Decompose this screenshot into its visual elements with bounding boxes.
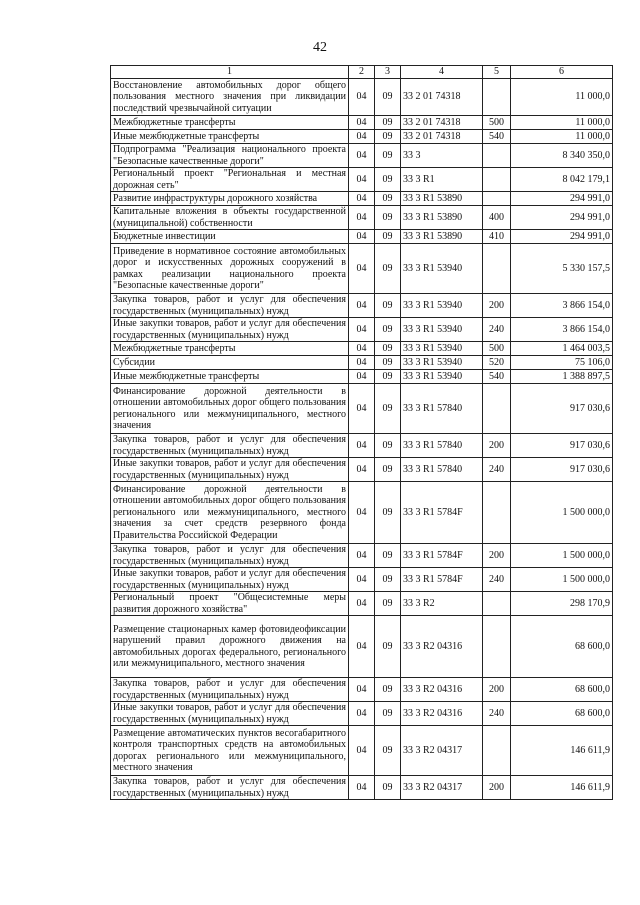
subsection-code: 09: [375, 206, 401, 230]
table-row: [111, 230, 613, 244]
table-row: [111, 434, 613, 458]
subsection-code: 09: [375, 458, 401, 482]
section-code: 04: [349, 294, 375, 318]
row-description: Финансирование дорожной деятельности в отношении автомобильных дорог общего пользования регионального или межмуниципального, местного значения за счет средств резервного фонда Правительства Российской Федерации: [111, 482, 349, 544]
expense-type-code: 200: [483, 294, 511, 318]
column-number: 1: [111, 66, 349, 79]
section-code: 04: [349, 356, 375, 370]
target-article-code: 33 3 R1 5784F: [401, 544, 483, 568]
row-description: Иные закупки товаров, работ и услуг для обеспечения государственных (муниципальных) нужд: [111, 568, 349, 592]
amount: 146 611,9: [511, 726, 613, 776]
amount: 917 030,6: [511, 458, 613, 482]
subsection-code: 09: [375, 318, 401, 342]
row-description: Субсидии: [111, 356, 349, 370]
table-row: [111, 370, 613, 384]
target-article-code: 33 2 01 74318: [401, 79, 483, 116]
section-code: 04: [349, 192, 375, 206]
expense-type-code: 200: [483, 544, 511, 568]
row-description: Развитие инфраструктуры дорожного хозяйства: [111, 192, 349, 206]
amount: 8 340 350,0: [511, 144, 613, 168]
target-article-code: 33 3 R1 53890: [401, 192, 483, 206]
budget-table-body: [111, 66, 613, 800]
target-article-code: 33 3 R2: [401, 592, 483, 616]
table-row: [111, 482, 613, 544]
row-description: Иные закупки товаров, работ и услуг для обеспечения государственных (муниципальных) нужд: [111, 318, 349, 342]
section-code: 04: [349, 702, 375, 726]
subsection-code: 09: [375, 482, 401, 544]
amount: 11 000,0: [511, 79, 613, 116]
expense-type-code: 200: [483, 434, 511, 458]
target-article-code: 33 3 R1 57840: [401, 458, 483, 482]
target-article-code: 33 3 R2 04317: [401, 776, 483, 800]
expense-type-code: 200: [483, 776, 511, 800]
subsection-code: 09: [375, 244, 401, 294]
section-code: 04: [349, 384, 375, 434]
table-row: [111, 192, 613, 206]
table-row: [111, 130, 613, 144]
subsection-code: 09: [375, 678, 401, 702]
column-number: 5: [483, 66, 511, 79]
table-row: [111, 318, 613, 342]
section-code: 04: [349, 678, 375, 702]
expense-type-code: 500: [483, 116, 511, 130]
amount: 3 866 154,0: [511, 318, 613, 342]
table-row: [111, 458, 613, 482]
column-number-row: [111, 66, 613, 79]
subsection-code: 09: [375, 544, 401, 568]
row-description: Приведение в нормативное состояние автомобильных дорог и искусственных дорожных сооружений в рамках реализации национального проекта "Безопасные качественные дороги": [111, 244, 349, 294]
expense-type-code: 240: [483, 702, 511, 726]
subsection-code: 09: [375, 384, 401, 434]
section-code: 04: [349, 544, 375, 568]
row-description: Иные закупки товаров, работ и услуг для обеспечения государственных (муниципальных) нужд: [111, 458, 349, 482]
amount: 8 042 179,1: [511, 168, 613, 192]
table-row: [111, 206, 613, 230]
section-code: 04: [349, 458, 375, 482]
section-code: 04: [349, 568, 375, 592]
target-article-code: 33 2 01 74318: [401, 116, 483, 130]
amount: 11 000,0: [511, 116, 613, 130]
section-code: 04: [349, 482, 375, 544]
table-row: [111, 544, 613, 568]
table-row: [111, 244, 613, 294]
row-description: Закупка товаров, работ и услуг для обеспечения государственных (муниципальных) нужд: [111, 294, 349, 318]
row-description: Межбюджетные трансферты: [111, 342, 349, 356]
section-code: 04: [349, 144, 375, 168]
subsection-code: 09: [375, 116, 401, 130]
target-article-code: 33 3 R1 53890: [401, 206, 483, 230]
target-article-code: 33 2 01 74318: [401, 130, 483, 144]
amount: 11 000,0: [511, 130, 613, 144]
section-code: 04: [349, 206, 375, 230]
target-article-code: 33 3 R2 04317: [401, 726, 483, 776]
section-code: 04: [349, 616, 375, 678]
amount: 294 991,0: [511, 206, 613, 230]
subsection-code: 09: [375, 592, 401, 616]
section-code: 04: [349, 370, 375, 384]
expense-type-code: [483, 726, 511, 776]
amount: 1 500 000,0: [511, 482, 613, 544]
target-article-code: 33 3 R1 53940: [401, 370, 483, 384]
table-row: [111, 726, 613, 776]
row-description: Региональный проект "Общесистемные меры развития дорожного хозяйства": [111, 592, 349, 616]
table-row: [111, 144, 613, 168]
row-description: Межбюджетные трансферты: [111, 116, 349, 130]
row-description: Восстановление автомобильных дорог общего пользования местного значения при ликвидации последствий чрезвычайной ситуации: [111, 79, 349, 116]
row-description: Подпрограмма "Реализация национального проекта "Безопасные качественные дороги": [111, 144, 349, 168]
table-row: [111, 616, 613, 678]
expense-type-code: [483, 244, 511, 294]
expense-type-code: 240: [483, 318, 511, 342]
target-article-code: 33 3 R1 53940: [401, 294, 483, 318]
target-article-code: 33 3 R1 53940: [401, 244, 483, 294]
amount: 917 030,6: [511, 384, 613, 434]
expense-type-code: 240: [483, 458, 511, 482]
target-article-code: 33 3 R2 04316: [401, 702, 483, 726]
subsection-code: 09: [375, 370, 401, 384]
table-row: [111, 678, 613, 702]
amount: 1 500 000,0: [511, 544, 613, 568]
subsection-code: 09: [375, 702, 401, 726]
amount: 146 611,9: [511, 776, 613, 800]
target-article-code: 33 3 R1 53940: [401, 318, 483, 342]
target-article-code: 33 3 R2 04316: [401, 678, 483, 702]
section-code: 04: [349, 130, 375, 144]
amount: 294 991,0: [511, 192, 613, 206]
subsection-code: 09: [375, 726, 401, 776]
amount: 68 600,0: [511, 702, 613, 726]
expense-type-code: 240: [483, 568, 511, 592]
target-article-code: 33 3 R1: [401, 168, 483, 192]
row-description: Региональный проект "Региональная и местная дорожная сеть": [111, 168, 349, 192]
amount: 1 500 000,0: [511, 568, 613, 592]
section-code: 04: [349, 116, 375, 130]
row-description: Капитальные вложения в объекты государственной (муниципальной) собственности: [111, 206, 349, 230]
expense-type-code: [483, 592, 511, 616]
table-row: [111, 592, 613, 616]
target-article-code: 33 3 R1 5784F: [401, 482, 483, 544]
expense-type-code: [483, 192, 511, 206]
subsection-code: 09: [375, 144, 401, 168]
row-description: Закупка товаров, работ и услуг для обеспечения государственных (муниципальных) нужд: [111, 776, 349, 800]
target-article-code: 33 3 R1 53940: [401, 356, 483, 370]
section-code: 04: [349, 726, 375, 776]
subsection-code: 09: [375, 568, 401, 592]
table-row: [111, 568, 613, 592]
amount: 1 388 897,5: [511, 370, 613, 384]
target-article-code: 33 3 R2 04316: [401, 616, 483, 678]
amount: 75 106,0: [511, 356, 613, 370]
section-code: 04: [349, 79, 375, 116]
expense-type-code: [483, 384, 511, 434]
row-description: Иные закупки товаров, работ и услуг для обеспечения государственных (муниципальных) нужд: [111, 702, 349, 726]
target-article-code: 33 3 R1 5784F: [401, 568, 483, 592]
table-row: [111, 116, 613, 130]
table-row: [111, 342, 613, 356]
amount: 5 330 157,5: [511, 244, 613, 294]
target-article-code: 33 3 R1 53940: [401, 342, 483, 356]
section-code: 04: [349, 244, 375, 294]
row-description: Финансирование дорожной деятельности в отношении автомобильных дорог общего пользования регионального или межмуниципального, местного значения: [111, 384, 349, 434]
expense-type-code: 200: [483, 678, 511, 702]
row-description: Закупка товаров, работ и услуг для обеспечения государственных (муниципальных) нужд: [111, 434, 349, 458]
row-description: Закупка товаров, работ и услуг для обеспечения государственных (муниципальных) нужд: [111, 678, 349, 702]
expense-type-code: 520: [483, 356, 511, 370]
amount: 917 030,6: [511, 434, 613, 458]
table-row: [111, 384, 613, 434]
column-number: 4: [401, 66, 483, 79]
amount: 68 600,0: [511, 616, 613, 678]
expense-type-code: [483, 616, 511, 678]
amount: 1 464 003,5: [511, 342, 613, 356]
row-description: Размещение стационарных камер фотовидеофиксации нарушений правил дорожного движения на автомобильных дорогах федерального, регионального или межмуниципального, местного значения: [111, 616, 349, 678]
target-article-code: 33 3 R1 57840: [401, 384, 483, 434]
table-row: [111, 168, 613, 192]
expense-type-code: 500: [483, 342, 511, 356]
subsection-code: 09: [375, 130, 401, 144]
row-description: Размещение автоматических пунктов весогабаритного контроля транспортных средств на автомобильных дорогах регионального или межмуниципального, местного значения: [111, 726, 349, 776]
column-number: 6: [511, 66, 613, 79]
section-code: 04: [349, 230, 375, 244]
subsection-code: 09: [375, 79, 401, 116]
subsection-code: 09: [375, 616, 401, 678]
section-code: 04: [349, 592, 375, 616]
table-row: [111, 79, 613, 116]
expense-type-code: 410: [483, 230, 511, 244]
section-code: 04: [349, 342, 375, 356]
amount: 3 866 154,0: [511, 294, 613, 318]
subsection-code: 09: [375, 356, 401, 370]
section-code: 04: [349, 318, 375, 342]
column-number: 3: [375, 66, 401, 79]
amount: 298 170,9: [511, 592, 613, 616]
expense-type-code: [483, 482, 511, 544]
subsection-code: 09: [375, 342, 401, 356]
section-code: 04: [349, 776, 375, 800]
subsection-code: 09: [375, 192, 401, 206]
row-description: Бюджетные инвестиции: [111, 230, 349, 244]
amount: 294 991,0: [511, 230, 613, 244]
expense-type-code: [483, 79, 511, 116]
page-number: 42: [313, 40, 327, 55]
expense-type-code: [483, 144, 511, 168]
budget-table: [110, 65, 613, 800]
subsection-code: 09: [375, 168, 401, 192]
target-article-code: 33 3: [401, 144, 483, 168]
target-article-code: 33 3 R1 53890: [401, 230, 483, 244]
row-description: Иные межбюджетные трансферты: [111, 370, 349, 384]
subsection-code: 09: [375, 230, 401, 244]
amount: 68 600,0: [511, 678, 613, 702]
subsection-code: 09: [375, 776, 401, 800]
section-code: 04: [349, 168, 375, 192]
row-description: Иные межбюджетные трансферты: [111, 130, 349, 144]
subsection-code: 09: [375, 294, 401, 318]
target-article-code: 33 3 R1 57840: [401, 434, 483, 458]
row-description: Закупка товаров, работ и услуг для обеспечения государственных (муниципальных) нужд: [111, 544, 349, 568]
expense-type-code: 540: [483, 130, 511, 144]
column-number: 2: [349, 66, 375, 79]
expense-type-code: 400: [483, 206, 511, 230]
table-row: [111, 702, 613, 726]
table-row: [111, 294, 613, 318]
table-row: [111, 776, 613, 800]
expense-type-code: [483, 168, 511, 192]
subsection-code: 09: [375, 434, 401, 458]
table-row: [111, 356, 613, 370]
expense-type-code: 540: [483, 370, 511, 384]
section-code: 04: [349, 434, 375, 458]
